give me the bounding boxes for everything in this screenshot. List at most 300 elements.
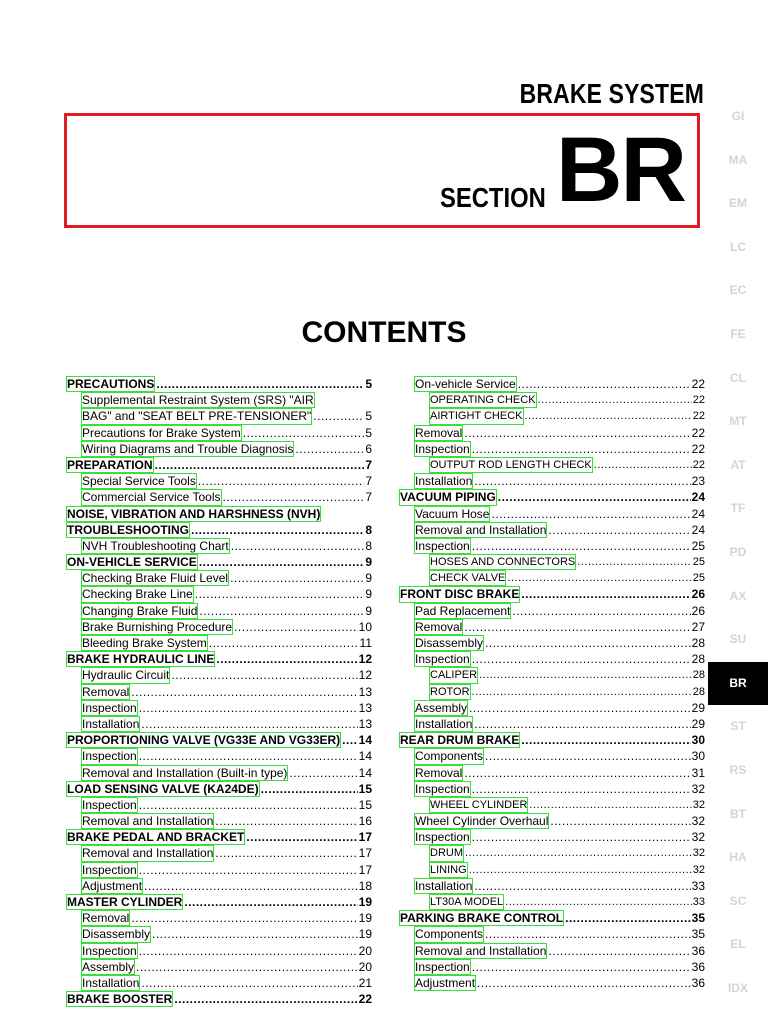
- toc-entry-link[interactable]: Supplemental Restraint System (SRS) "AIR: [82, 393, 314, 408]
- toc-entry-link[interactable]: Removal: [82, 911, 130, 926]
- toc-entry-link[interactable]: LINING: [429, 862, 468, 878]
- toc-entry-link[interactable]: ROTOR: [429, 684, 471, 700]
- dot-leader: [174, 991, 357, 1007]
- dot-leader: [198, 473, 364, 489]
- toc-page-number: 25: [691, 538, 705, 553]
- toc-entry-link[interactable]: WHEEL CYLINDER: [429, 797, 528, 813]
- toc-page-number: 19: [358, 911, 372, 926]
- toc-entry-link[interactable]: Installation: [415, 474, 473, 489]
- section-tab-pd[interactable]: PD: [729, 544, 747, 559]
- toc-entry[interactable]: [399, 700, 705, 716]
- section-tab-lc[interactable]: LC: [730, 239, 746, 254]
- toc-entry[interactable]: [66, 522, 372, 538]
- toc-entry-link[interactable]: Precautions for Brake System: [82, 425, 241, 440]
- toc-entry-link[interactable]: On-vehicle Service: [415, 377, 516, 391]
- section-tab-el[interactable]: EL: [730, 937, 746, 952]
- toc-entry-link[interactable]: LOAD SENSING VALVE (KA24DE): [67, 781, 259, 796]
- toc-entry-link[interactable]: Adjustment: [82, 878, 143, 893]
- toc-page-number: 36: [691, 943, 705, 958]
- dot-leader: [313, 408, 364, 424]
- toc-entry[interactable]: [399, 538, 705, 554]
- toc-entry[interactable]: [399, 586, 705, 602]
- toc-entry[interactable]: [66, 991, 372, 1007]
- toc-page-number: 19: [358, 927, 372, 942]
- toc-page-number: 20: [358, 959, 372, 974]
- toc-page-number: 26: [691, 603, 705, 618]
- toc-entry-link[interactable]: Adjustment: [415, 975, 476, 990]
- toc-entry-link[interactable]: Installation: [82, 716, 140, 731]
- dot-leader: [469, 700, 691, 716]
- dot-leader: [565, 910, 691, 926]
- toc-entry-link[interactable]: Removal: [415, 619, 463, 634]
- toc-entry-link[interactable]: Assembly: [82, 959, 135, 974]
- toc-entry-link[interactable]: Disassembly: [415, 636, 484, 650]
- toc-entry-link[interactable]: ON-VEHICLE SERVICE: [67, 555, 197, 570]
- toc-page-number: 26: [691, 587, 705, 602]
- toc-page-number: 6: [365, 441, 372, 456]
- toc-entry-link[interactable]: Brake Burnishing Procedure: [82, 619, 233, 634]
- toc-page-number: 22: [691, 377, 705, 391]
- toc-entry[interactable]: [66, 910, 372, 926]
- toc-entry[interactable]: [66, 943, 372, 959]
- toc-entry-link[interactable]: Inspection: [82, 862, 137, 877]
- toc-entry-link[interactable]: Hydraulic Circuit: [82, 668, 170, 683]
- toc-page-number: 30: [691, 733, 705, 748]
- toc-entry[interactable]: [399, 845, 705, 861]
- toc-entry-link[interactable]: VACUUM PIPING: [400, 490, 496, 505]
- dot-leader: [131, 684, 357, 700]
- toc-entry[interactable]: [399, 878, 705, 894]
- toc-entry[interactable]: [66, 716, 372, 732]
- section-tab-ax[interactable]: AX: [729, 588, 747, 603]
- dot-leader: [479, 667, 692, 683]
- dot-leader: [191, 522, 364, 538]
- toc-entry-link[interactable]: LT30A MODEL: [429, 894, 504, 910]
- toc-entry[interactable]: [399, 829, 705, 845]
- toc-page-number: 32: [691, 814, 705, 829]
- toc-entry-link[interactable]: Removal and Installation: [82, 846, 214, 861]
- toc-page-number: 18: [358, 878, 372, 893]
- toc-entry-link[interactable]: Special Service Tools: [82, 474, 196, 489]
- toc-entry-link[interactable]: MASTER CYLINDER: [67, 895, 183, 909]
- toc-entry[interactable]: [399, 748, 705, 764]
- toc-page-number: 22: [358, 992, 372, 1007]
- toc-entry[interactable]: [399, 959, 705, 975]
- toc-page-number: 35: [691, 927, 705, 942]
- toc-entry-link[interactable]: BRAKE HYDRAULIC LINE: [67, 652, 215, 667]
- dot-leader: [512, 603, 690, 619]
- dot-leader: [199, 554, 365, 570]
- toc-entry-link[interactable]: Removal and Installation: [415, 522, 547, 537]
- toc-entry[interactable]: [399, 926, 705, 942]
- dot-leader: [464, 619, 690, 635]
- toc-entry[interactable]: [399, 975, 705, 991]
- dot-leader: [472, 684, 692, 700]
- dot-leader: [548, 943, 690, 959]
- toc-page-number: 19: [358, 895, 372, 909]
- toc-entry-link[interactable]: Changing Brake Fluid: [82, 603, 198, 618]
- toc-entry[interactable]: [399, 862, 705, 878]
- toc-entry-link[interactable]: REAR DRUM BRAKE: [400, 733, 520, 748]
- toc-entry-link[interactable]: BRAKE PEDAL AND BRACKET: [67, 830, 245, 845]
- toc-page-number: 22: [691, 425, 705, 440]
- toc-page-number: 21: [358, 975, 372, 990]
- toc-entry-link[interactable]: OPERATING CHECK: [429, 392, 537, 408]
- toc-entry[interactable]: [399, 667, 705, 683]
- dot-leader: [139, 700, 358, 716]
- dot-leader: [577, 554, 691, 570]
- dot-leader: [594, 457, 692, 473]
- toc-entry-link[interactable]: Commercial Service Tools: [82, 490, 221, 505]
- dot-leader: [548, 522, 690, 538]
- dot-leader: [472, 959, 691, 975]
- toc-page-number: 5: [365, 425, 372, 440]
- toc-entry-link[interactable]: HOSES AND CONNECTORS: [429, 554, 576, 570]
- toc-entry-link[interactable]: TROUBLESHOOTING: [67, 522, 189, 537]
- dot-leader: [289, 765, 357, 781]
- dot-leader: [155, 457, 365, 473]
- toc-entry[interactable]: [399, 910, 705, 926]
- dot-leader: [156, 376, 364, 392]
- toc-entry-link[interactable]: FRONT DISC BRAKE: [400, 587, 520, 602]
- toc-page-number: 8: [365, 522, 372, 537]
- toc-entry[interactable]: [66, 603, 372, 619]
- toc-entry[interactable]: [399, 473, 705, 489]
- dot-leader: [295, 441, 364, 457]
- toc-entry-link[interactable]: NOISE, VIBRATION AND HARSHNESS (NVH): [67, 506, 321, 521]
- toc-page-number: 32: [692, 847, 705, 860]
- toc-entry[interactable]: [66, 425, 372, 441]
- toc-entry[interactable]: [66, 829, 372, 845]
- toc-entry[interactable]: [66, 586, 372, 602]
- section-tab-mt[interactable]: MT: [729, 414, 747, 429]
- toc-entry-link[interactable]: Installation: [82, 975, 140, 990]
- toc-entry[interactable]: [399, 943, 705, 959]
- section-tab-at[interactable]: AT: [730, 457, 746, 472]
- toc-page-number: 14: [358, 733, 372, 748]
- toc-entry[interactable]: [66, 570, 372, 586]
- toc-entry[interactable]: [66, 538, 372, 554]
- dot-leader: [139, 797, 358, 813]
- toc-entry-link[interactable]: Removal and Installation: [415, 943, 547, 958]
- toc-entry[interactable]: [66, 489, 372, 505]
- dot-leader: [472, 829, 691, 845]
- toc-entry-link[interactable]: CALIPER: [429, 667, 478, 683]
- toc-entry-link[interactable]: Bleeding Brake System: [82, 636, 207, 650]
- dot-leader: [472, 651, 691, 667]
- toc-entry[interactable]: [66, 392, 372, 408]
- toc-entry-link[interactable]: PARKING BRAKE CONTROL: [400, 911, 564, 926]
- toc-entry-link[interactable]: PROPORTIONING VALVE (VG33E AND VG33ER): [67, 733, 341, 748]
- toc-page-number: 25: [692, 572, 705, 585]
- toc-page-number: 9: [365, 587, 372, 602]
- toc-page-number: 8: [365, 538, 372, 553]
- toc-entry-link[interactable]: Inspection: [82, 943, 137, 958]
- toc-entry-link[interactable]: Inspection: [415, 959, 470, 974]
- toc-entry[interactable]: [66, 667, 372, 683]
- toc-page-number: 27: [691, 619, 705, 634]
- dot-leader: [230, 570, 364, 586]
- toc-entry[interactable]: [399, 684, 705, 700]
- section-tab-tf[interactable]: TF: [730, 501, 746, 516]
- toc-entry-link[interactable]: Wiring Diagrams and Trouble Diagnosis: [82, 441, 294, 456]
- dot-leader: [243, 425, 365, 441]
- toc-entry-link[interactable]: Inspection: [415, 538, 470, 553]
- toc-entry[interactable]: [66, 845, 372, 861]
- toc-entry[interactable]: [399, 408, 705, 424]
- toc-page-number: 11: [359, 636, 372, 650]
- section-code: BR: [556, 119, 685, 221]
- toc-entry[interactable]: [399, 603, 705, 619]
- toc-entry[interactable]: [399, 894, 705, 910]
- toc-entry[interactable]: [66, 894, 372, 910]
- toc-entry[interactable]: [399, 619, 705, 635]
- dot-leader: [215, 813, 357, 829]
- toc-entry-link[interactable]: Removal and Installation (Built-in type): [82, 765, 288, 780]
- toc-entry-link[interactable]: Inspection: [415, 781, 470, 796]
- toc-page-number: 32: [691, 830, 705, 845]
- toc-entry[interactable]: [399, 651, 705, 667]
- toc-entry-link[interactable]: Inspection: [415, 652, 470, 667]
- dot-leader: [474, 878, 690, 894]
- dot-leader: [550, 813, 690, 829]
- toc-entry[interactable]: [66, 408, 372, 424]
- section-tab-st[interactable]: ST: [730, 719, 746, 734]
- toc-page-number: 17: [358, 846, 372, 861]
- toc-entry-link[interactable]: Installation: [415, 878, 473, 893]
- toc-entry-link[interactable]: Vacuum Hose: [415, 506, 490, 521]
- toc-entry-link[interactable]: BRAKE BOOSTER: [67, 992, 173, 1007]
- dot-leader: [465, 845, 692, 861]
- section-tab-cl[interactable]: CL: [730, 370, 746, 385]
- toc-entry-link[interactable]: BAG" and "SEAT BELT PRE-TENSIONER": [82, 409, 312, 424]
- toc-page-number: 16: [358, 814, 372, 829]
- toc-entry[interactable]: [399, 522, 705, 538]
- section-tab-rs[interactable]: RS: [729, 762, 747, 777]
- toc-entry-link[interactable]: Inspection: [82, 700, 137, 715]
- toc-entry[interactable]: [66, 862, 372, 878]
- toc-page-number: 14: [358, 749, 372, 764]
- section-tab-su[interactable]: SU: [729, 632, 747, 647]
- toc-page-number: 33: [691, 878, 705, 893]
- dot-leader: [491, 506, 690, 522]
- section-tab-em[interactable]: EM: [729, 196, 747, 211]
- toc-entry-link[interactable]: Inspection: [82, 749, 137, 764]
- toc-entry[interactable]: [399, 489, 705, 505]
- toc-entry-link[interactable]: Components: [415, 749, 484, 764]
- toc-entry[interactable]: [66, 684, 372, 700]
- toc-entry[interactable]: [399, 732, 705, 748]
- toc-entry[interactable]: [399, 716, 705, 732]
- dot-leader: [525, 408, 692, 424]
- toc-entry-link[interactable]: Disassembly: [82, 927, 151, 942]
- toc-page-number: 22: [692, 410, 705, 423]
- toc-entry-link[interactable]: PREPARATION: [67, 457, 153, 472]
- dot-leader: [472, 538, 691, 554]
- toc-page-number: 7: [365, 474, 372, 489]
- toc-entry[interactable]: [66, 700, 372, 716]
- toc-page-number: 22: [692, 458, 705, 471]
- toc-page-number: 9: [365, 603, 372, 618]
- toc-entry[interactable]: [399, 781, 705, 797]
- toc-page-number: 33: [692, 896, 705, 908]
- manual-title: BRAKE SYSTEM: [519, 78, 704, 109]
- toc-entry-link[interactable]: Inspection: [415, 441, 470, 456]
- toc-page-number: 36: [691, 959, 705, 974]
- toc-entry-link[interactable]: AIRTIGHT CHECK: [429, 408, 524, 424]
- toc-entry[interactable]: [399, 765, 705, 781]
- toc-entry-link[interactable]: Assembly: [415, 700, 468, 715]
- toc-entry-link[interactable]: OUTPUT ROD LENGTH CHECK: [429, 457, 593, 473]
- toc-page-number: 32: [692, 863, 705, 876]
- toc-entry[interactable]: [66, 797, 372, 813]
- dot-leader: [472, 781, 691, 797]
- dot-leader: [144, 878, 358, 894]
- dot-leader: [464, 765, 690, 781]
- toc-entry[interactable]: [399, 392, 705, 408]
- toc-entry-link[interactable]: Removal: [82, 684, 130, 699]
- dot-leader: [216, 651, 357, 667]
- toc-entry[interactable]: [66, 635, 372, 651]
- toc-entry[interactable]: [66, 441, 372, 457]
- toc-entry[interactable]: [66, 554, 372, 570]
- toc-page-number: 24: [691, 490, 705, 505]
- dot-leader: [518, 376, 691, 392]
- toc-entry[interactable]: [66, 376, 372, 392]
- toc-entry[interactable]: [66, 765, 372, 781]
- toc-page-number: 35: [691, 911, 705, 926]
- toc-page-number: 15: [358, 797, 372, 812]
- toc-page-number: 12: [358, 652, 372, 667]
- toc-entry-link[interactable]: PRECAUTIONS: [67, 377, 155, 391]
- toc-page-number: 28: [692, 685, 705, 698]
- toc-entry[interactable]: [399, 554, 705, 570]
- toc-entry[interactable]: [399, 570, 705, 586]
- toc-entry[interactable]: [66, 732, 372, 748]
- toc-entry[interactable]: [66, 813, 372, 829]
- toc-entry[interactable]: [66, 781, 372, 797]
- dot-leader: [538, 392, 692, 408]
- section-tab-ec[interactable]: EC: [729, 283, 747, 298]
- toc-page-number: 10: [358, 619, 372, 634]
- toc-entry-link[interactable]: Pad Replacement: [415, 603, 511, 618]
- toc-entry-link[interactable]: Removal: [415, 765, 463, 780]
- toc-entry[interactable]: [399, 506, 705, 522]
- dot-leader: [469, 862, 692, 878]
- toc-entry[interactable]: [399, 635, 705, 651]
- dot-leader: [184, 894, 357, 910]
- toc-page-number: 36: [691, 975, 705, 990]
- toc-entry[interactable]: [66, 457, 372, 473]
- toc-entry[interactable]: [399, 457, 705, 473]
- section-tab-gi[interactable]: GI: [731, 109, 745, 123]
- section-tab-br[interactable]: BR: [708, 662, 768, 706]
- section-tab-ma[interactable]: MA: [728, 152, 748, 167]
- toc-page-number: 31: [691, 765, 705, 780]
- toc-page-number: 32: [691, 781, 705, 796]
- toc-entry-link[interactable]: NVH Troubleshooting Chart: [82, 538, 229, 553]
- toc-page-number: 17: [358, 862, 372, 877]
- toc-entry[interactable]: [399, 376, 705, 392]
- section-tab-bt[interactable]: BT: [730, 806, 746, 821]
- dot-leader: [498, 489, 691, 505]
- toc-page-number: 13: [358, 684, 372, 699]
- dot-leader: [139, 943, 358, 959]
- dot-leader: [139, 862, 358, 878]
- toc-page-number: 28: [692, 669, 705, 682]
- toc-entry[interactable]: [399, 797, 705, 813]
- toc-page-number: 22: [691, 441, 705, 456]
- section-tabs: [708, 95, 768, 1010]
- dot-leader: [261, 781, 358, 797]
- dot-leader: [477, 975, 691, 991]
- toc-left-column: [66, 376, 372, 1007]
- toc-entry-link[interactable]: Wheel Cylinder Overhaul: [415, 814, 549, 829]
- section-tab-idx[interactable]: IDX: [727, 980, 748, 995]
- dot-leader: [485, 635, 691, 651]
- toc-entry[interactable]: [399, 425, 705, 441]
- dot-leader: [474, 716, 690, 732]
- section-tab-ha[interactable]: HA: [729, 850, 747, 865]
- toc-entry-link[interactable]: Inspection: [415, 830, 470, 845]
- toc-entry[interactable]: [66, 878, 372, 894]
- toc-entry-link[interactable]: Removal: [415, 425, 463, 440]
- toc-entry-link[interactable]: Removal and Installation: [82, 814, 214, 829]
- toc-entry[interactable]: [66, 926, 372, 942]
- toc-entry[interactable]: [66, 959, 372, 975]
- toc-right-column: [399, 376, 705, 991]
- toc-page-number: 23: [691, 474, 705, 489]
- dot-leader: [209, 635, 359, 651]
- toc-entry[interactable]: [66, 473, 372, 489]
- toc-entry-link[interactable]: CHECK VALVE: [429, 570, 506, 586]
- dot-leader: [507, 570, 691, 586]
- toc-page-number: 28: [691, 652, 705, 667]
- toc-entry-link[interactable]: Inspection: [82, 797, 137, 812]
- dot-leader: [472, 441, 691, 457]
- dot-leader: [152, 926, 358, 942]
- toc-entry-link[interactable]: Checking Brake Line: [82, 587, 193, 602]
- dot-leader: [521, 732, 690, 748]
- toc-entry[interactable]: [66, 651, 372, 667]
- toc-entry-link[interactable]: Installation: [415, 716, 473, 731]
- toc-page-number: 32: [692, 798, 705, 811]
- toc-page-number: 24: [691, 522, 705, 537]
- toc-entry[interactable]: [399, 813, 705, 829]
- section-tab-fe[interactable]: FE: [730, 326, 746, 341]
- toc-entry-link[interactable]: Checking Brake Fluid Level: [82, 571, 229, 586]
- toc-entry-link[interactable]: Components: [415, 927, 484, 942]
- toc-page-number: 28: [691, 636, 705, 650]
- toc-entry[interactable]: [66, 748, 372, 764]
- toc-entry-link[interactable]: DRUM: [429, 845, 464, 861]
- toc-page-number: 17: [358, 830, 372, 845]
- toc-page-number: 25: [692, 556, 705, 569]
- dot-leader: [171, 667, 357, 683]
- toc-page-number: 29: [691, 700, 705, 715]
- toc-entry[interactable]: [66, 506, 372, 522]
- toc-page-number: 29: [691, 716, 705, 731]
- toc-entry[interactable]: [399, 441, 705, 457]
- toc-page-number: 9: [365, 571, 372, 586]
- toc-page-number: 7: [365, 490, 372, 505]
- dot-leader: [215, 845, 357, 861]
- toc-entry[interactable]: [66, 619, 372, 635]
- dot-leader: [139, 748, 358, 764]
- toc-page-number: 13: [358, 716, 372, 731]
- section-tab-sc[interactable]: SC: [729, 893, 747, 908]
- toc-entry[interactable]: [66, 975, 372, 991]
